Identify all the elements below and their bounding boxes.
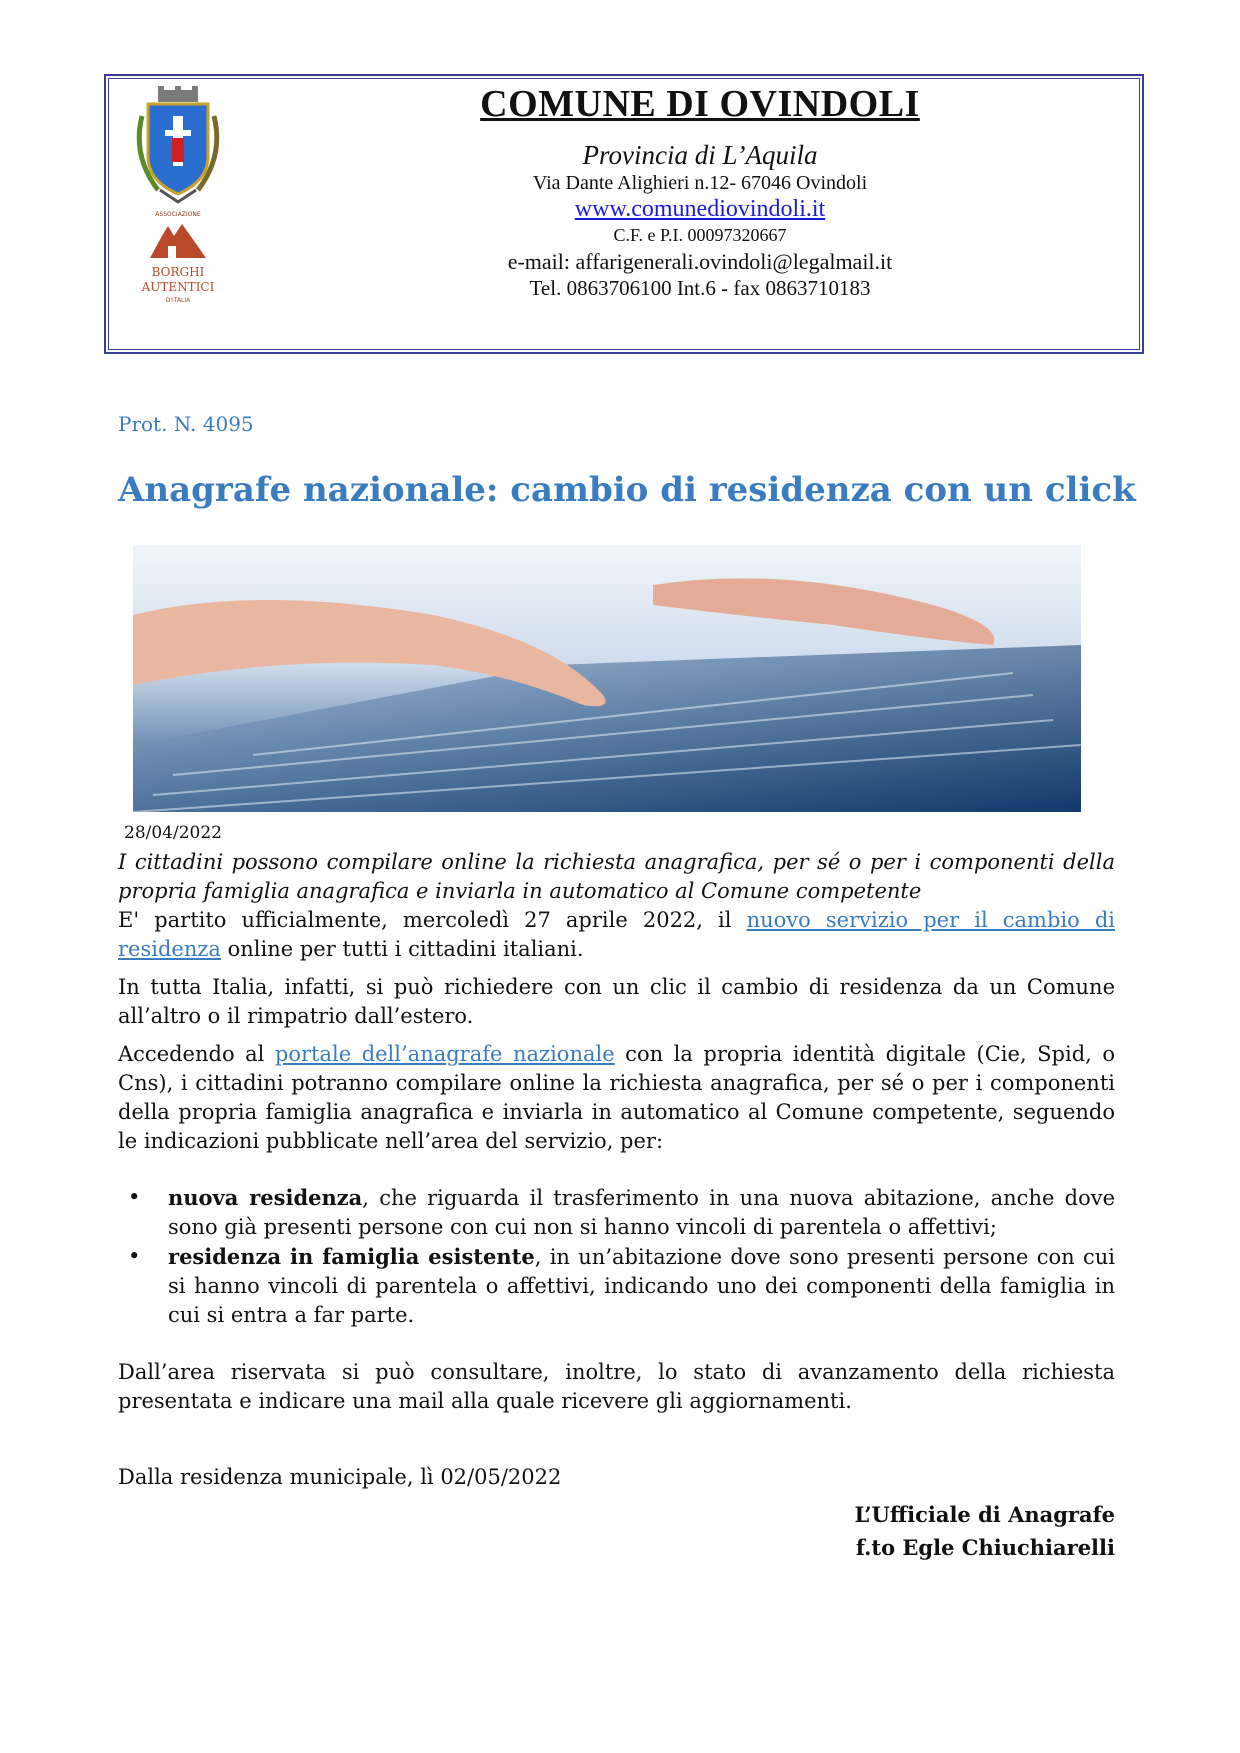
paragraph-1-text: E' partito ufficialmente, mercoledì 27 aprile 2022, il [118, 908, 747, 932]
place-date-line: Dalla residenza municipale, lì 02/05/2022 [118, 1465, 562, 1489]
municipal-crest-logo [128, 86, 228, 326]
paragraph-1-tail: online per tutti i cittadini italiani. [220, 937, 584, 961]
tax-id-line: C.F. e P.I. 00097320667 [613, 225, 787, 245]
national-registry-portal-link[interactable]: portale dell’anagrafe nazionale [274, 1042, 615, 1066]
residence-options-list [118, 1183, 1115, 1330]
address-line: Via Dante Alighieri n.12- 67046 Ovindoli [532, 172, 868, 194]
paragraph-3 [118, 1040, 1115, 1156]
bullet-icon: • [128, 1185, 141, 1209]
protocol-number: Prot. N. 4095 [118, 412, 254, 436]
list-item-bold: nuova residenza [168, 1185, 363, 1210]
paragraph-3-tail: con la propria identità digitale (Cie, Spid, o Cns), i cittadini potranno compilare online la richiesta anagrafica, per sé o per i componenti della propria famiglia anagrafica e inviarla in automatico al Comune competente, seguendo le indicazioni pubblicate nell’area del servizio, per: [118, 1042, 1116, 1153]
keyboard-hands-photo [133, 545, 1081, 812]
logo-text-autentici: AUTENTICI [141, 280, 215, 294]
new-residence-service-link[interactable]: nuovo servizio per il cambio di residenza [118, 908, 1115, 961]
publication-date: 28/04/2022 [124, 823, 222, 843]
logo-text-italia: D'ITALIA [165, 297, 191, 304]
paragraph-3-text: Accedendo al [118, 1042, 275, 1066]
municipality-title: COMUNE DI OVINDOLI [480, 83, 920, 125]
list-item-bold: residenza in famiglia esistente [168, 1244, 535, 1269]
paragraph-2: In tutta Italia, infatti, si può richiedere con un clic il cambio di residenza da un Comune all’altro o il rimpatrio dall’estero. [118, 975, 1115, 1028]
document-title: Anagrafe nazionale: cambio di residenza con un click [118, 470, 1136, 510]
list-item-text: , in un’abitazione dove sono presenti persone con cui si hanno vincoli di parentela o affettivi, indicando uno dei componenti della famiglia in cui si entra a far parte. [168, 1245, 1115, 1327]
paragraph-4: Dall’area riservata si può consultare, inoltre, lo stato di avanzamento della richiesta presentata e indicare una mail alla quale ricevere gli aggiornamenti. [118, 1360, 1115, 1413]
province-line: Provincia di L’Aquila [582, 140, 818, 170]
bullet-icon: • [128, 1244, 141, 1268]
phone-line: Tel. 0863706100 Int.6 - fax 0863710183 [529, 276, 871, 300]
paragraph-1 [118, 906, 1115, 964]
website-link[interactable]: www.comunediovindoli.it [574, 196, 826, 222]
list-item-text: , che riguarda il trasferimento in una nuova abitazione, anche dove sono già presenti persone con cui non si hanno vincoli di parentela o affettivi; [168, 1186, 1116, 1239]
email-line: e-mail: affarigenerali.ovindoli@legalmail.it [507, 249, 893, 274]
logo-text-borghi: BORGHI [151, 265, 205, 279]
logo-caption-association: ASSOCIAZIONE [155, 211, 201, 218]
signature-role: L’Ufficiale di Anagrafe [854, 1502, 1115, 1527]
list-item [118, 1242, 1115, 1330]
list-item [118, 1183, 1115, 1242]
lede-paragraph: I cittadini possono compilare online la richiesta anagrafica, per sé o per i componenti della propria famiglia anagrafica e inviarla in automatico al Comune competente [118, 850, 1115, 903]
signature-name: f.to Egle Chiuchiarelli [855, 1535, 1115, 1560]
